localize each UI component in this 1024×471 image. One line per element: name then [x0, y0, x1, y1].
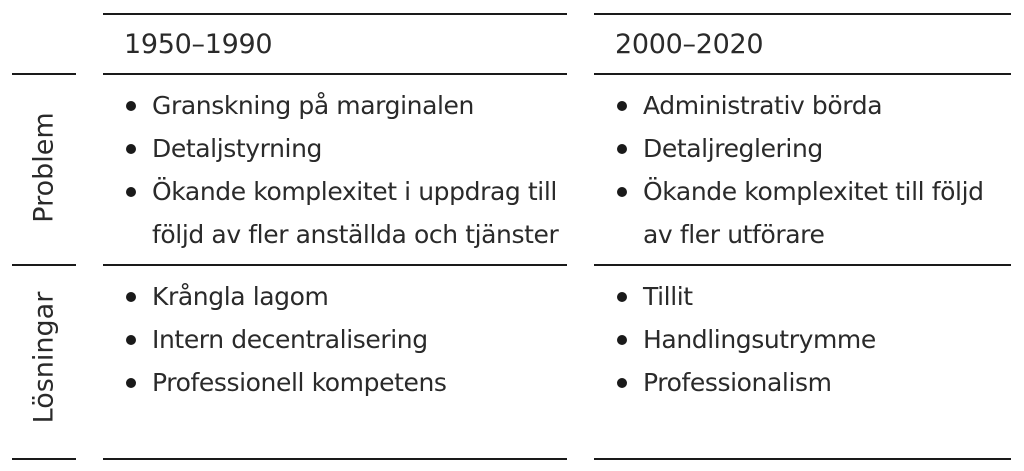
bottom-rule-label: [12, 458, 76, 460]
header-rule-col1: [103, 73, 567, 75]
header-rule-col2: [594, 73, 1011, 75]
list-item: [122, 275, 447, 318]
list-item-text: Professionell kompetens: [152, 368, 447, 397]
list-item-text: Ökande komplexitet i uppdrag till: [152, 177, 557, 206]
top-rule-col2: [594, 13, 1011, 15]
bullet-icon: [126, 187, 136, 197]
list-item: [122, 84, 558, 127]
cell-losningar-1950-1990: [122, 275, 447, 404]
list-item: [613, 127, 984, 170]
row-rule-label: [12, 264, 76, 266]
list-item-text: Detaljstyrning: [152, 134, 323, 163]
top-rule-col1: [103, 13, 567, 15]
list-item: [122, 127, 558, 170]
row-rule-col1: [103, 264, 567, 266]
bullet-icon: [617, 144, 627, 154]
bullet-icon: [126, 144, 136, 154]
bottom-rule-col1: [103, 458, 567, 460]
row-label-losningar: Lösningar: [28, 291, 60, 424]
column-header-2000-2020: 2000–2020: [615, 29, 764, 60]
list-item: [613, 361, 876, 404]
list-item: [122, 170, 558, 213]
bullet-icon: [126, 292, 136, 302]
list-item-text: Detaljreglering: [643, 134, 823, 163]
row-label-problem: Problem: [28, 112, 60, 223]
bullet-icon: [617, 187, 627, 197]
list-item: [613, 318, 876, 361]
list-item-continuation: [122, 213, 558, 256]
column-header-1950-1990: 1950–1990: [124, 29, 273, 60]
list-item-text: Administrativ börda: [643, 91, 883, 120]
bottom-rule-col2: [594, 458, 1011, 460]
cell-problem-2000-2020: [613, 84, 984, 256]
header-rule-label: [12, 73, 76, 75]
bullet-icon: [617, 101, 627, 111]
row-rule-col2: [594, 264, 1011, 266]
list-item-text: Krångla lagom: [152, 282, 329, 311]
bullet-icon: [617, 292, 627, 302]
list-item: [122, 318, 447, 361]
list-item-text: Professionalism: [643, 368, 832, 397]
bullet-icon: [126, 335, 136, 345]
list-item-text: Handlingsutrymme: [643, 325, 876, 354]
bullet-icon: [617, 335, 627, 345]
list-item-text: av fler utförare: [643, 220, 825, 249]
list-item: [613, 275, 876, 318]
list-item-text: Granskning på marginalen: [152, 91, 474, 120]
cell-losningar-2000-2020: [613, 275, 876, 404]
bullet-icon: [617, 378, 627, 388]
list-item: [122, 361, 447, 404]
list-item-text: Ökande komplexitet till följd: [643, 177, 984, 206]
cell-problem-1950-1990: [122, 84, 558, 256]
list-item: [613, 170, 984, 213]
list-item-continuation: [613, 213, 984, 256]
list-item-text: Tillit: [643, 282, 693, 311]
bullet-icon: [126, 101, 136, 111]
list-item-text: följd av fler anställda och tjänster: [152, 220, 559, 249]
list-item-text: Intern decentralisering: [152, 325, 428, 354]
bullet-icon: [126, 378, 136, 388]
list-item: [613, 84, 984, 127]
